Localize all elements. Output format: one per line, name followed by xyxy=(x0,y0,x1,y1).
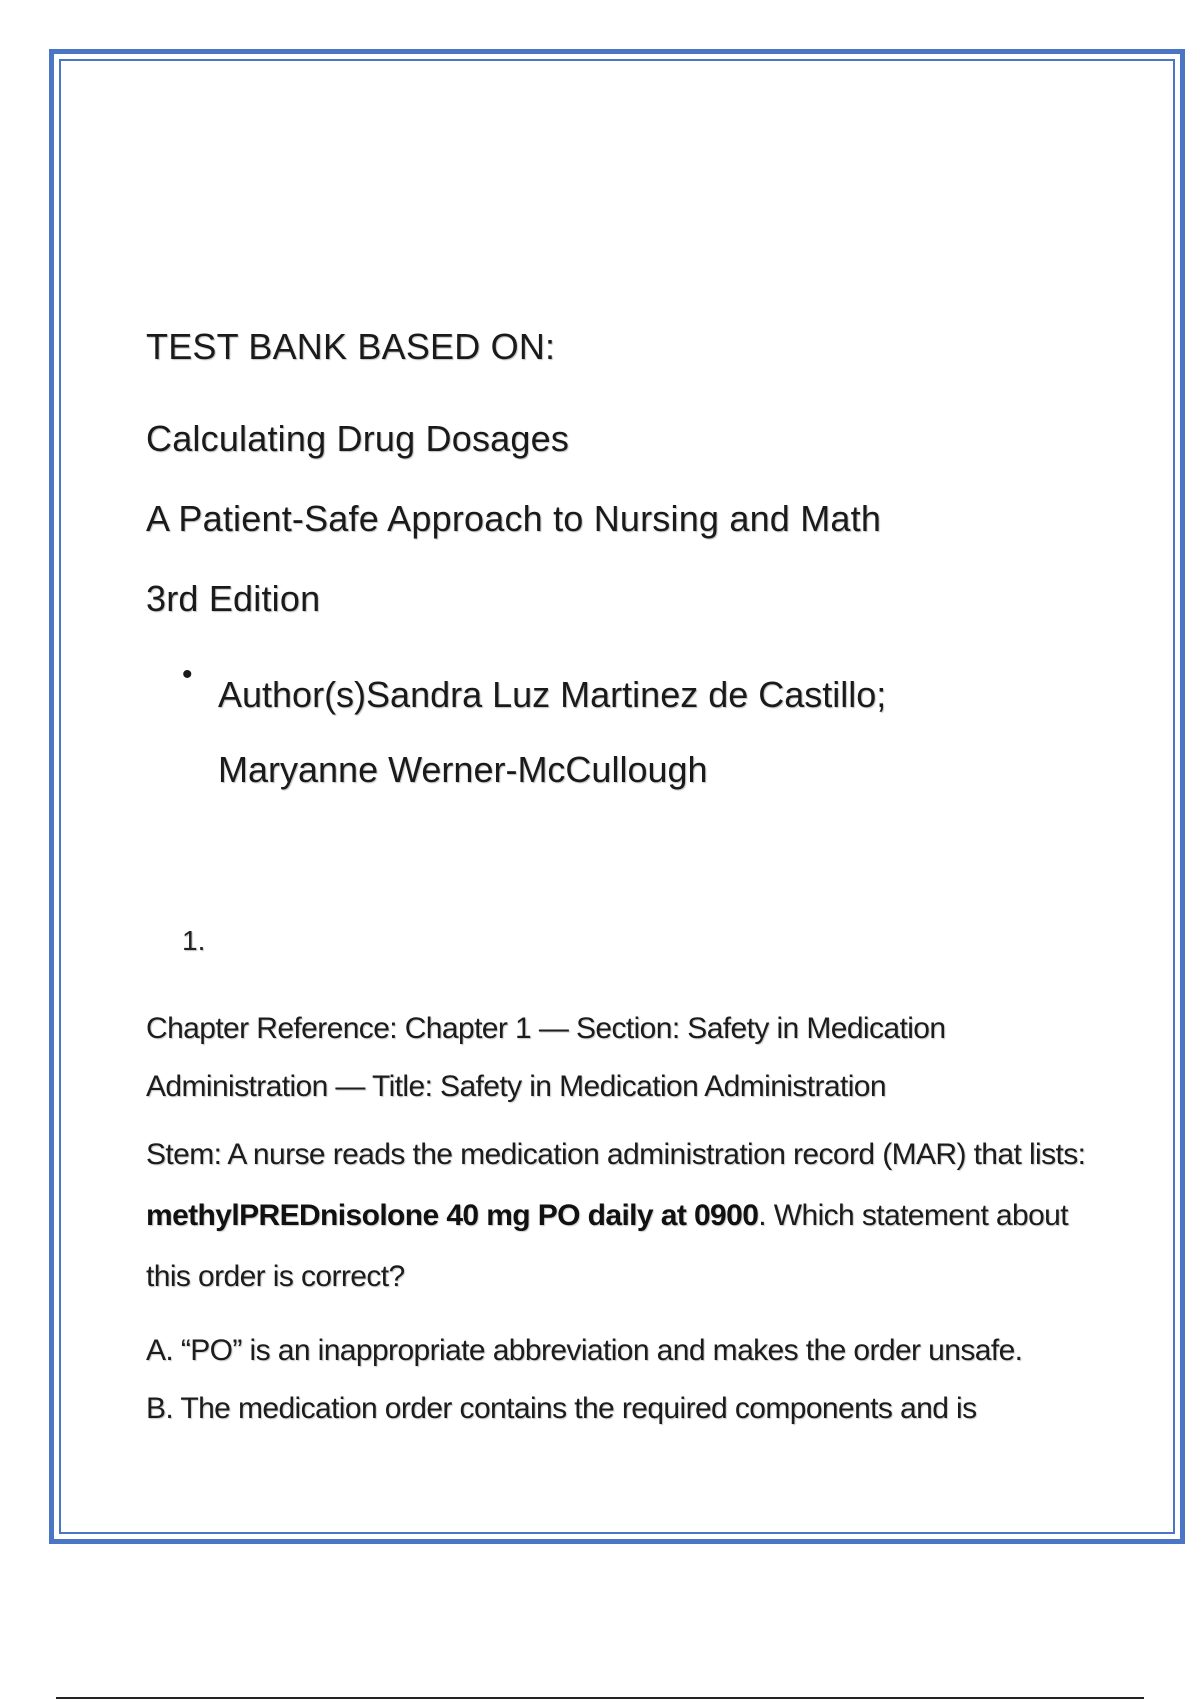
test-bank-label: TEST BANK BASED ON: xyxy=(146,326,556,367)
question-stem xyxy=(146,1124,1096,1307)
stem-suffix: . Which statement about this order is correct? xyxy=(146,1199,1068,1293)
author-line-2: Maryanne Werner-McCullough xyxy=(218,749,708,790)
chapter-reference: Chapter Reference: Chapter 1 — Section: Safety in Medication Administration — Title: Safety in Medication Administration xyxy=(146,1012,946,1103)
option-b: B. The medication order contains the required components and is xyxy=(146,1392,977,1425)
stem-prefix: Stem: A nurse reads the medication administration record (MAR) that lists: xyxy=(146,1138,1086,1171)
author-list xyxy=(218,657,1018,807)
book-subtitle: A Patient-Safe Approach to Nursing and Math xyxy=(146,498,882,539)
stem-medication-order: methylPREDnisolone 40 mg PO daily at 0900 xyxy=(146,1199,759,1232)
author-line-1: Author(s)Sandra Luz Martinez de Castillo; xyxy=(218,674,887,715)
book-edition: 3rd Edition xyxy=(146,578,321,619)
option-a: A. “PO” is an inappropriate abbreviation and makes the order unsafe. xyxy=(146,1334,1023,1367)
footer-rule xyxy=(56,1697,1144,1699)
bullet-icon: • xyxy=(182,658,193,691)
question-number: 1. xyxy=(182,925,206,956)
book-title: Calculating Drug Dosages xyxy=(146,418,570,459)
